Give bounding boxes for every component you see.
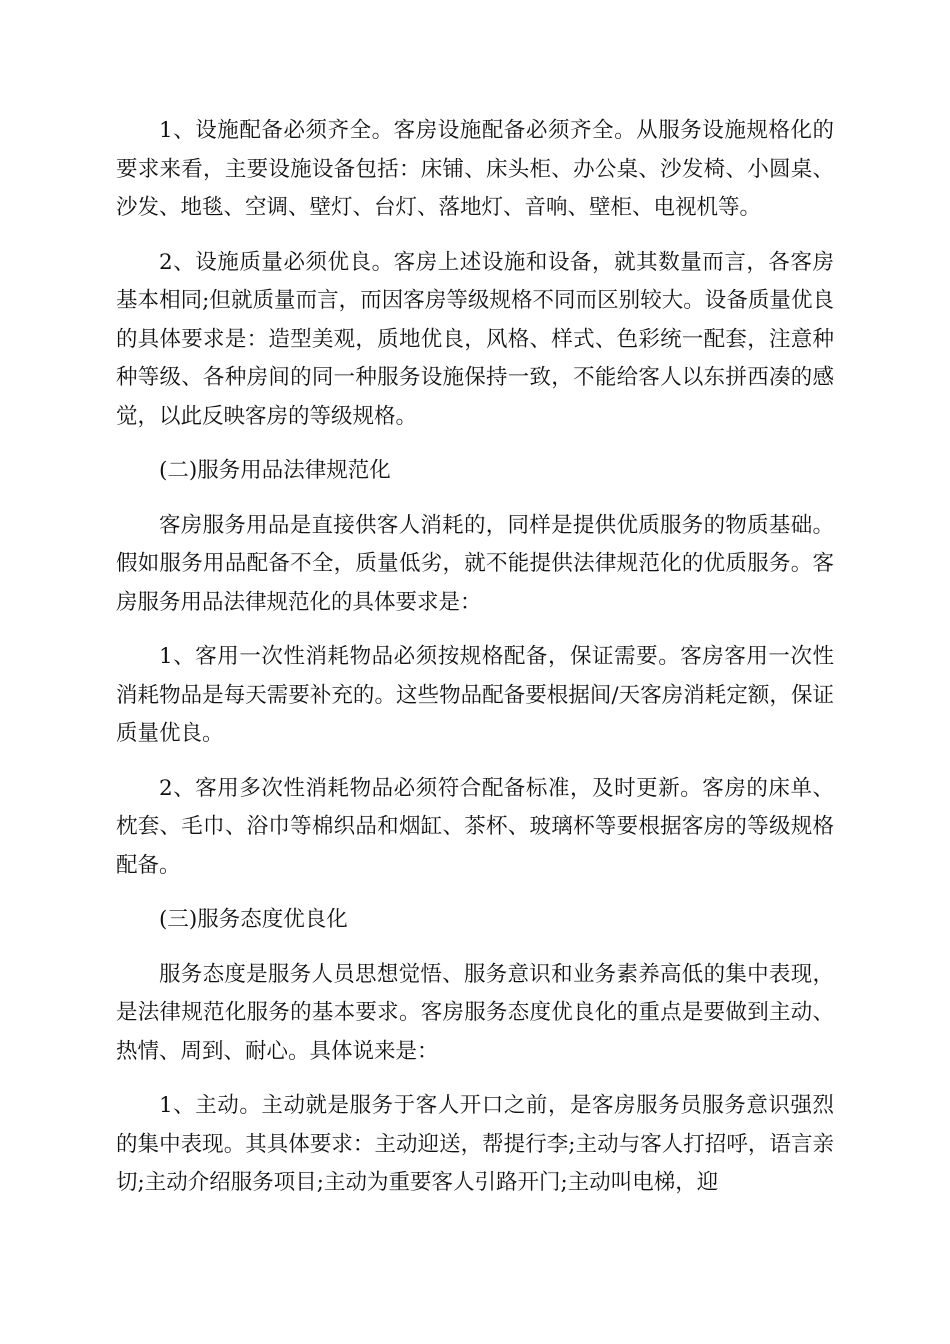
paragraph-proactive-service: 1、主动。主动就是服务于客人开口之前，是客房服务员服务意识强烈的集中表现。其具体要求：主动迎送，帮提行李;主动与客人打招呼，语言亲切;主动介绍服务项目;主动为重要客人引路开门;主动叫电梯，迎 bbox=[116, 1093, 834, 1195]
paragraph-disposable-items: 1、客用一次性消耗物品必须按规格配备，保证需要。客房客用一次性消耗物品是每天需要补充的。这些物品配备要根据间/天客房消耗定额，保证质量优良。 bbox=[116, 644, 834, 746]
paragraph-service-supplies-intro: 客房服务用品是直接供客人消耗的，同样是提供优质服务的物质基础。假如服务用品配备不全，质量低劣，就不能提供法律规范化的优质服务。客房服务用品法律规范化的具体要求是： bbox=[116, 512, 834, 615]
section-heading-service-supplies: (二)服务用品法律规范化 bbox=[159, 458, 391, 483]
section-heading-service-attitude: (三)服务态度优良化 bbox=[159, 907, 348, 932]
document-body bbox=[116, 112, 834, 1219]
paragraph-facilities-complete: 1、设施配备必须齐全。客房设施配备必须齐全。从服务设施规格化的要求来看，主要设施设备包括：床铺、床头柜、办公桌、沙发椅、小圆桌、沙发、地毯、空调、壁灯、台灯、落地灯、音响、壁柜、电视机等。 bbox=[116, 118, 834, 220]
paragraph-service-attitude-intro: 服务态度是服务人员思想觉悟、服务意识和业务素养高低的集中表现，是法律规范化服务的基本要求。客房服务态度优良化的重点是要做到主动、热情、周到、耐心。具体说来是： bbox=[116, 961, 834, 1064]
paragraph-reusable-items: 2、客用多次性消耗物品必须符合配备标准，及时更新。客房的床单、枕套、毛巾、浴巾等棉织品和烟缸、茶杯、玻璃杯等要根据客房的等级规格配备。 bbox=[116, 775, 834, 878]
paragraph-facilities-quality: 2、设施质量必须优良。客房上述设施和设备，就其数量而言，各客房基本相同;但就质量而言，而因客房等级规格不同而区别较大。设备质量优良的具体要求是：造型美观，质地优良，风格、样式、色彩统一配套，注意种种等级、各种房间的同一种服务设施保持一致，不能给客人以东拼西凑的感觉，以此反映客房的等级规格。 bbox=[116, 249, 834, 429]
